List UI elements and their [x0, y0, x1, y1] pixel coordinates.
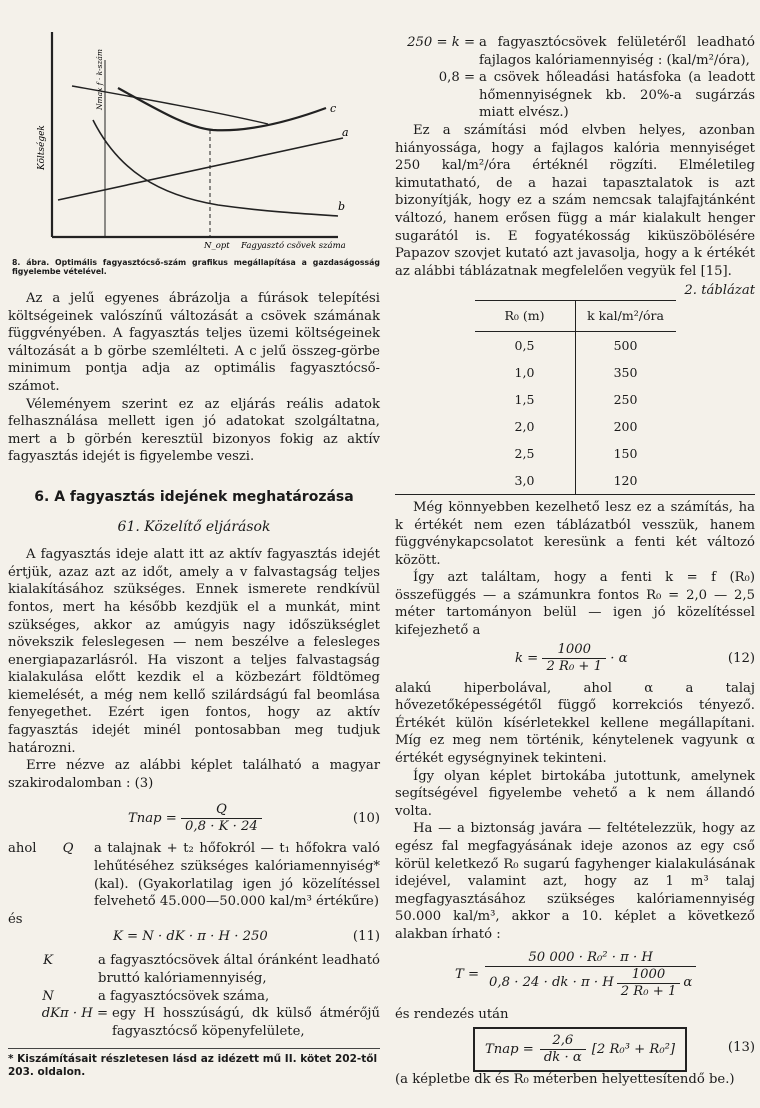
table-cell: 1,5	[475, 386, 576, 413]
eqt-lhs: T =	[455, 966, 480, 982]
paragraph: Így azt találtam, hogy a fenti k = f (R₀) összefüggés — a számunkra fontos R₀ = 2,0 — 2,5 méter tartományon belül — igen jó közelítéssel kifejezhető a	[395, 570, 755, 639]
eq13-number: (13)	[727, 1040, 755, 1056]
paragraph: alakú hiperbolával, ahol α a talaj hővezetőképességétől függő korrekciós tényező. Értékét külön kísérletekkel kellene megállapítani. Míg ez meg nem történik, kénytelenek vagyunk α értékét egységnyinek tekinteni.	[395, 680, 755, 767]
table-label: 2. táblázat	[684, 283, 755, 299]
eq10-lhs: Tnap =	[128, 811, 177, 827]
rendezes-text: és rendezés után	[395, 1006, 509, 1022]
eq12-lhs: k =	[515, 650, 539, 666]
eqt-fraction	[485, 950, 696, 1000]
eq10-num: Q	[181, 802, 262, 819]
table-cell: 1,0	[475, 359, 576, 386]
eq12-den: 2 R₀ + 1	[546, 658, 603, 674]
section-title: 6. A fagyasztás idejének meghatározása	[34, 488, 354, 505]
def-q-symbol: Q	[62, 841, 74, 857]
def-n-text: a fagyasztócsövek száma,	[98, 988, 270, 1004]
table-cell: 3,0	[475, 467, 576, 494]
def-q-text: a talajnak + t₂ hőfokról — t₁ hőfokra való lehűtéséhez szükséges kalóriamennyiség* (kal). (Gyakorlatilag igen jó közelítéssel felvehető 45.000—50.000 kal/m³ értékűre)	[94, 841, 380, 910]
curve-c	[118, 88, 326, 130]
eq12-num: 1000	[542, 642, 606, 659]
eqt-num: 50 000 · R₀² · π · H	[485, 950, 696, 967]
paragraph: Erre nézve az alábbi képlet található a magyar szakirodalomban : (3)	[8, 758, 380, 791]
table-header-k: k kal/m²/óra	[575, 300, 676, 331]
table-cell: 2,0	[475, 413, 576, 440]
def-250-text: a fagyasztócsövek felületéről leadható fajlagos kalóriamennyiség : (kal/m²/óra),	[479, 35, 755, 68]
eq10-fraction	[181, 802, 262, 835]
figure-caption: 8. ábra. Optimális fagyasztócső-szám grafikus megállapítása a gazdaságosság figyelembe vételével.	[12, 257, 380, 277]
subsection-title: 61. Közelítő eljárások	[117, 518, 271, 535]
paragraph: Ez a számítási mód elvben helyes, azonban hiányossága, hogy a fajlagos kalória mennyiséget 250 kal/m²/óra értéknél rögzíti. Elméletileg kimutatható, de a hazai tapasztalatok is azt bizonyítják, hogy ez a szám nemcsak talajfajtánként változó, hanem erősen függ a már kialakult henger sugarától is. E fogyatékosság kiküszöbölésére Papazov szovjet kutató azt javasolja, hogy a k értékét az alábbi táblázatnak megfelelően vegyük fel [15].	[395, 122, 755, 279]
definitions-2	[8, 952, 380, 1040]
eq13-fraction	[540, 1033, 586, 1066]
eq11-text: K = N · dK · π · H · 250	[113, 929, 268, 945]
table-cell: 200	[613, 418, 638, 434]
eqt-den-num: 1000	[617, 967, 681, 984]
eq13-den: dk · α	[543, 1050, 582, 1066]
def-08-text: a csövek hőleadási hatásfoka (a leadott hőmennyiségnek kb. 20%-a sugárzás miatt elvész.)	[479, 70, 755, 121]
def-k-text: a fagyasztócsövek által óránként leadható bruttó kalóriamennyiség,	[98, 953, 380, 986]
left-column	[8, 0, 380, 1079]
definitions	[8, 840, 380, 928]
table-cell: 250	[613, 391, 638, 407]
footnote: * Kiszámításait részletesen lásd az idézett mű II. kötet 202-től 203. oldalon.	[8, 1048, 380, 1079]
curve-a-label: a	[342, 126, 349, 139]
table-row	[475, 413, 676, 440]
eq13-lhs: Tnap =	[485, 1041, 534, 1057]
figure-8	[8, 0, 380, 278]
paragraph: Még könnyebben kezelhető lesz ez a számítás, ha k értékét nem ezen táblázatból vesszük, hanem függvénykapcsolatot keresünk a fenti két változó között.	[395, 494, 755, 569]
curve-b	[93, 120, 338, 216]
paragraph: Így olyan képlet birtokába jutottunk, amelynek segítségével figyelembe vehető a k nem állandó volta.	[395, 768, 755, 819]
eq12-number: (12)	[727, 650, 755, 666]
paragraph: Véleményem szerint ez az eljárás reális adatok felhasználása mellett igen jó adatokat szolgáltatna, mert a b görbén keresztül bizonyos fokig az aktív fagyasztás idejét is figyelembe veszi.	[8, 396, 380, 465]
right-column	[395, 0, 755, 1089]
def-n-symbol: N	[42, 988, 54, 1004]
paragraph: Ha — a biztonság javára — feltételezzük, hogy az egész fal megfagyásának ideje azonos az egy cső körül keletkező R₀ sugarú fagyhenger kialakulásának idejével, valamint azt, hogy az 1 m³ talaj megfagyasztásához szükséges kalóriamennyiség 50.000 kal/m³, akkor a 10. képlet a következő alakban írható :	[395, 821, 755, 942]
figure-8-chart	[8, 0, 380, 252]
eq10-den: 0,8 · K · 24	[185, 819, 258, 835]
table-cell: 0,5	[475, 331, 576, 359]
table-cell: 500	[613, 337, 638, 353]
table-row	[475, 331, 676, 359]
eqt-den-fraction	[617, 967, 681, 1000]
equation-t	[395, 948, 755, 1006]
ahol-label: ahol	[8, 841, 37, 857]
table-cell: 120	[613, 472, 638, 488]
table-2	[475, 300, 676, 494]
paragraph: Az a jelű egyenes ábrázolja a fúrások telepítési költségeinek valószínű változását a csövek számának függvényében. A fagyasztás teljes üzemi költségeinek változását a b görbe szemlélteti. A c jelű összeg-görbe minimum pontja adja az optimális fagyasztócső-számot.	[8, 291, 380, 394]
eq13-box	[473, 1027, 687, 1072]
eq12-tail: · α	[610, 650, 628, 666]
table-row	[475, 386, 676, 413]
vline-label: Nmax f · k-szám	[95, 48, 104, 110]
def-k-symbol: K	[43, 953, 53, 969]
curve-c-label: c	[330, 102, 337, 115]
eqt-den	[485, 967, 696, 1000]
eq11-number: (11)	[352, 929, 380, 945]
def-08-symbol: 0,8 =	[438, 70, 475, 86]
table-cell: 350	[613, 364, 638, 380]
final-note: (a képletbe dk és R₀ méterben helyettesítendő be.)	[395, 1072, 735, 1088]
eq10-number: (10)	[352, 811, 380, 827]
curve-b-label: b	[338, 200, 346, 213]
table-row	[475, 440, 676, 467]
equation-11	[8, 928, 380, 952]
y-axis-label: Költségek	[37, 125, 47, 170]
eq13-rhs: [2 R₀³ + R₀²]	[591, 1041, 676, 1057]
n-opt-label: N_opt	[204, 241, 230, 251]
table-row	[475, 467, 676, 494]
eqt-den-b: α	[683, 975, 693, 991]
table-cell: 150	[613, 445, 638, 461]
table-cell: 2,5	[475, 440, 576, 467]
eq12-fraction	[542, 642, 606, 675]
eqt-den-a: 0,8 · 24 · dk · π · H	[489, 975, 614, 991]
table-header-row	[475, 300, 676, 331]
eq13-num: 2,6	[540, 1033, 586, 1050]
def-d-symbol: dKπ · H =	[41, 1006, 108, 1022]
es-label: és	[8, 911, 23, 927]
line-a	[58, 138, 343, 200]
def-d-text: egy H hosszúságú, dk külső átmérőjű fagyasztócső köpenyfelülete,	[112, 1006, 380, 1039]
equation-13	[395, 1025, 755, 1071]
table-header-r0: R₀ (m)	[475, 300, 576, 331]
x-axis-label: Fagyasztó csövek száma	[241, 241, 346, 251]
def-250-symbol: 250 = k =	[407, 35, 475, 50]
table-row	[475, 359, 676, 386]
equation-12	[395, 640, 755, 680]
equation-10	[8, 796, 380, 840]
eqt-den-den: 2 R₀ + 1	[620, 983, 677, 999]
paragraph: A fagyasztás ideje alatt itt az aktív fagyasztás idejét értjük, azaz azt az időt, amely a v falvastagság teljes kialakításához szükséges. Ennek ismerete rendkívül fontos, mert ha később kezdjük el a munkát, mint szükséges, akkor az amúgyis nagy időszükséglet növekszik feleslegesen — nem beszélve a felesleges energiapazarlásról. Ha viszont a teljes falvastagság kialakulása előtt kezdik el a közbezárt földtömeg kiemelését, a még nem kellő szilárdságú fal beomlása fenyegethet. Ezért igen fontos, hogy az aktív fagyasztás idejét minél pontosabban meg tudjuk határozni.	[8, 547, 380, 756]
